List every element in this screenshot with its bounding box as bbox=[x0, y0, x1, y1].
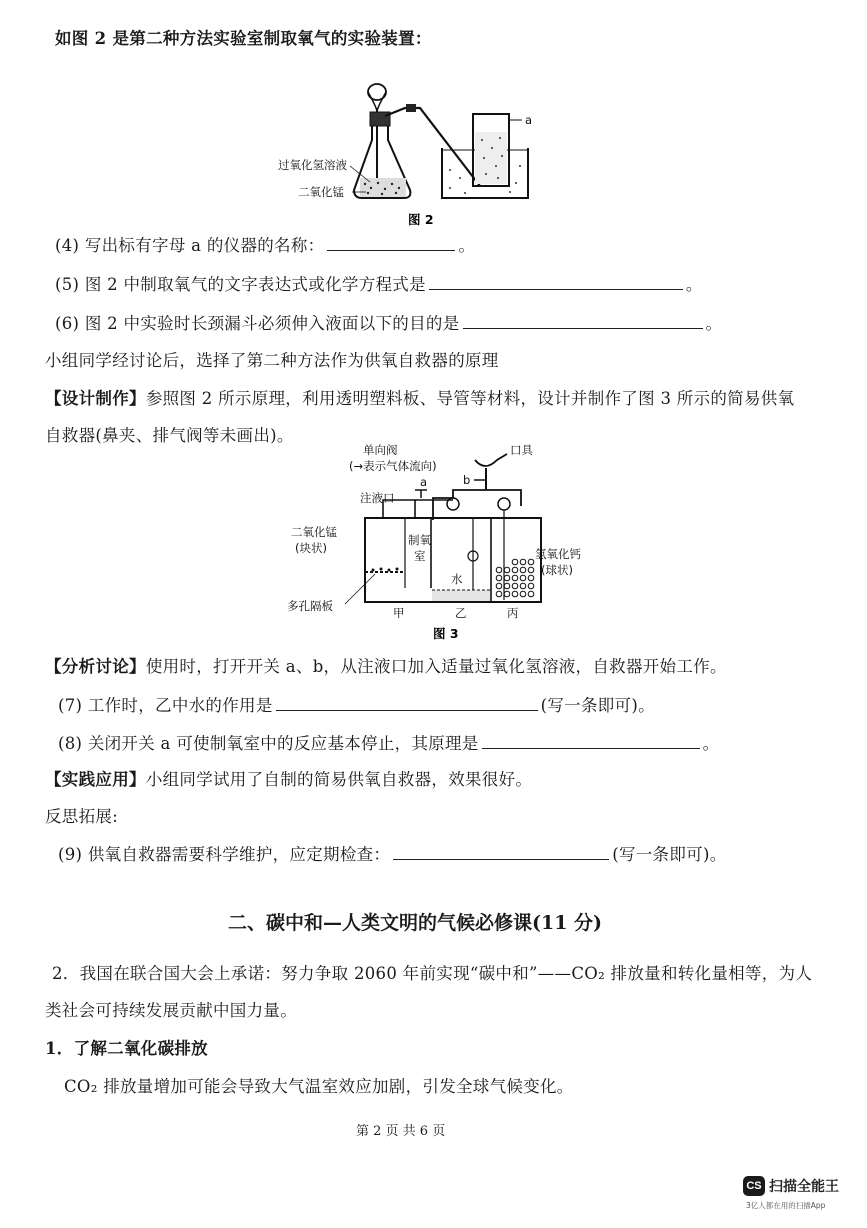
question-4 bbox=[55, 234, 475, 257]
q4-text: (4) 写出标有字母 a 的仪器的名称： bbox=[55, 236, 325, 255]
q9-text: (9) 供氧自救器需要科学维护，应定期检查： bbox=[58, 845, 391, 864]
scanner-slogan: 3亿人都在用的扫描App bbox=[746, 1201, 826, 1210]
q4-answer-blank[interactable] bbox=[327, 234, 455, 251]
fig3-switch-b: b bbox=[463, 473, 471, 487]
fig2-caption: 图 2 bbox=[408, 212, 434, 227]
intro-text: 如图 2 是第二种方法实验室制取氧气的实验装置： bbox=[55, 29, 432, 48]
fig3-jia: 甲 bbox=[393, 606, 405, 620]
question-8 bbox=[58, 732, 719, 755]
fig3-chamber-2: 室 bbox=[414, 549, 426, 563]
fig3-inlet: 注液口 bbox=[360, 491, 395, 505]
q7-end: (写一条即可)。 bbox=[540, 696, 655, 715]
fig3-plate: 多孔隔板 bbox=[287, 599, 333, 613]
question-7 bbox=[58, 694, 655, 717]
scanner-badge: CS bbox=[743, 1176, 765, 1196]
figure-2-apparatus bbox=[270, 78, 560, 230]
fig3-mno2-form: (块状) bbox=[295, 541, 327, 555]
analysis-tag: 【分析讨论】 bbox=[45, 657, 146, 676]
co2-statement: CO₂ 排放量增加可能会导致大气温室效应加剧，引发全球气候变化。 bbox=[64, 1077, 574, 1096]
fig2-label-solution: 过氧化氢溶液 bbox=[278, 158, 347, 172]
q5-answer-blank[interactable] bbox=[429, 273, 683, 290]
fig3-caoh-1: 氢氧化钙 bbox=[535, 547, 581, 561]
fig3-valve-note: (→表示气体流向) bbox=[349, 459, 437, 473]
q7-text: (7) 工作时，乙中水的作用是 bbox=[58, 696, 273, 715]
design-tag: 【设计制作】 bbox=[45, 389, 146, 408]
q9-answer-blank[interactable] bbox=[393, 843, 609, 860]
fig3-yi: 乙 bbox=[455, 606, 467, 620]
fig3-mno2: 二氧化锰 bbox=[291, 525, 337, 539]
paragraph-2-line1: 2．我国在联合国大会上承诺：努力争取 2060 年前实现“碳中和”——CO₂ 排放量和转化量相等，为人 bbox=[52, 964, 813, 983]
scanner-app-name: 扫描全能王 bbox=[769, 1179, 839, 1195]
q5-end: 。 bbox=[685, 275, 703, 294]
q6-answer-blank[interactable] bbox=[463, 312, 703, 329]
fig2-label-a: a bbox=[525, 113, 533, 127]
fig3-water: 水 bbox=[451, 572, 463, 586]
fig3-caption: 图 3 bbox=[433, 626, 459, 641]
fig3-caoh-2: (球状) bbox=[541, 563, 573, 577]
q5-text: (5) 图 2 中制取氧气的文字表达式或化学方程式是 bbox=[55, 275, 426, 294]
question-6 bbox=[55, 312, 722, 335]
page-footer: 第 2 页 共 6 页 bbox=[356, 1124, 446, 1139]
q6-end: 。 bbox=[705, 314, 723, 333]
q6-text: (6) 图 2 中实验时长颈漏斗必须伸入液面以下的目的是 bbox=[55, 314, 460, 333]
figure-3-oxygen-rescuer bbox=[285, 440, 585, 645]
q8-answer-blank[interactable] bbox=[482, 732, 700, 749]
fig3-mouthpiece: 口具 bbox=[510, 443, 533, 457]
fig3-valve-label: 单向阀 bbox=[363, 443, 398, 457]
practice-paragraph bbox=[45, 769, 532, 791]
design-paragraph-line1 bbox=[45, 388, 794, 410]
q4-end: 。 bbox=[458, 236, 476, 255]
design-text2: 自救器(鼻夹、排气阀等未画出)。 bbox=[45, 426, 294, 445]
q7-answer-blank[interactable] bbox=[276, 694, 538, 711]
analysis-text: 使用时，打开开关 a、b，从注液口加入适量过氧化氢溶液，自救器开始工作。 bbox=[145, 657, 727, 676]
group-discussion: 小组同学经讨论后，选择了第二种方法作为供氧自救器的原理 bbox=[45, 351, 499, 370]
practice-text: 小组同学试用了自制的简易供氧自救器，效果很好。 bbox=[145, 770, 533, 789]
q8-text: (8) 关闭开关 a 可使制氧室中的反应基本停止，其原理是 bbox=[58, 734, 479, 753]
reflection-label: 反思拓展: bbox=[45, 807, 119, 826]
paragraph-2-line2: 类社会可持续发展贡献中国力量。 bbox=[45, 1001, 297, 1020]
q9-end: (写一条即可)。 bbox=[612, 845, 727, 864]
section-2-title: 二、碳中和—人类文明的气候必修课(11 分) bbox=[228, 912, 603, 934]
subsection-1-title: 1．了解二氧化碳排放 bbox=[45, 1039, 208, 1058]
fig3-bing: 丙 bbox=[507, 606, 519, 620]
scanner-app-logo bbox=[743, 1170, 853, 1220]
q8-end: 。 bbox=[702, 734, 720, 753]
fig3-chamber-1: 制氧 bbox=[408, 533, 431, 547]
question-9 bbox=[58, 843, 727, 866]
fig2-label-catalyst: 二氧化锰 bbox=[298, 185, 344, 199]
design-text1: 参照图 2 所示原理，利用透明塑料板、导管等材料，设计并制作了图 3 所示的简易供氧 bbox=[145, 389, 795, 408]
question-5 bbox=[55, 273, 703, 296]
practice-tag: 【实践应用】 bbox=[45, 770, 146, 789]
analysis-paragraph bbox=[45, 656, 727, 678]
fig3-switch-a: a bbox=[420, 475, 428, 489]
